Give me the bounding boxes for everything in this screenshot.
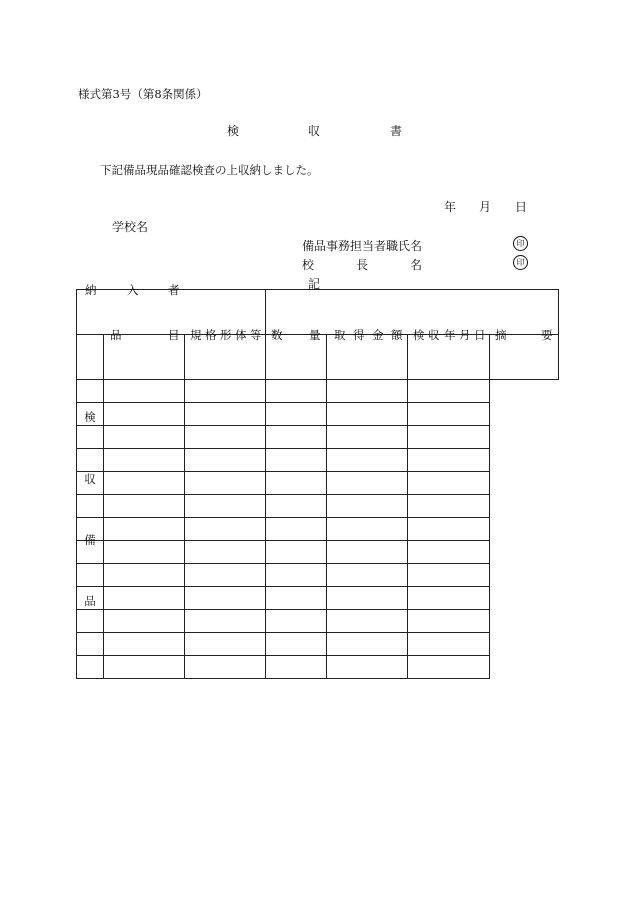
table-cell[interactable] — [266, 495, 327, 518]
vendor-char: 入 — [127, 283, 139, 297]
ki-label: 記 — [308, 277, 321, 291]
table-cell[interactable] — [266, 426, 327, 449]
table-cell[interactable] — [185, 610, 266, 633]
side-char: 検 — [84, 410, 96, 424]
table-cell[interactable] — [327, 426, 408, 449]
side-char: 収 — [84, 472, 96, 486]
table-row — [77, 656, 559, 679]
table-cell[interactable] — [266, 587, 327, 610]
table-cell[interactable] — [266, 380, 327, 403]
table-cell[interactable] — [266, 564, 327, 587]
table-cell[interactable] — [266, 610, 327, 633]
title-char: 収 — [308, 124, 321, 138]
table-cell[interactable] — [185, 426, 266, 449]
date-day-unit: 日 — [515, 200, 528, 214]
equipment-officer-label: 備品事務担当者職氏名 — [302, 239, 423, 253]
table-cell[interactable] — [408, 403, 490, 426]
inspection-statement: 下記備品現品確認検査の上収納しました。 — [100, 163, 319, 177]
seal-icon: 印 — [513, 236, 528, 251]
table-cell[interactable] — [408, 472, 490, 495]
table-cell[interactable] — [185, 518, 266, 541]
table-cell[interactable] — [185, 564, 266, 587]
table-cell[interactable] — [185, 472, 266, 495]
table-cell[interactable] — [327, 403, 408, 426]
table-cell[interactable] — [185, 656, 266, 679]
table-cell[interactable] — [327, 518, 408, 541]
table-cell[interactable] — [266, 403, 327, 426]
table-cell[interactable] — [408, 633, 490, 656]
principal-char: 校 — [302, 258, 315, 272]
principal-char: 名 — [410, 258, 423, 272]
table-cell[interactable] — [327, 449, 408, 472]
table-cell[interactable] — [104, 380, 185, 403]
vendor-char: 納 — [85, 283, 97, 297]
header-acquisition-amount: 取 得 金 額 — [327, 335, 408, 380]
table-header-row — [77, 335, 559, 380]
table-cell[interactable] — [185, 541, 266, 564]
table-cell[interactable] — [408, 610, 490, 633]
header-specification: 規 格 形 体 等 — [185, 335, 266, 380]
table-cell[interactable] — [327, 380, 408, 403]
table-row — [77, 380, 559, 403]
table-cell[interactable] — [327, 472, 408, 495]
table-cell[interactable] — [327, 633, 408, 656]
table-cell[interactable] — [104, 449, 185, 472]
table-cell[interactable] — [408, 495, 490, 518]
header-item: 品 目 — [104, 335, 185, 380]
table-cell[interactable] — [104, 656, 185, 679]
table-cell[interactable] — [185, 495, 266, 518]
table-cell[interactable] — [266, 449, 327, 472]
table-cell[interactable] — [185, 449, 266, 472]
table-cell[interactable] — [266, 472, 327, 495]
table-row — [77, 610, 559, 633]
table-cell[interactable] — [408, 656, 490, 679]
table-cell[interactable] — [408, 380, 490, 403]
vendor-char: 者 — [168, 283, 180, 297]
table-cell[interactable] — [104, 403, 185, 426]
table-cell[interactable] — [408, 518, 490, 541]
table-row — [77, 518, 559, 541]
table-cell[interactable] — [104, 564, 185, 587]
header-quantity: 数 量 — [266, 335, 327, 380]
school-name-label: 学校名 — [112, 220, 149, 234]
table-cell[interactable] — [266, 656, 327, 679]
table-cell[interactable] — [104, 495, 185, 518]
header-inspection-date: 検 収 年 月 日 — [408, 335, 490, 380]
date-year-unit: 年 — [444, 200, 457, 214]
inspected-equipment-label — [77, 335, 104, 608]
table-row — [77, 495, 559, 518]
table-cell[interactable] — [104, 587, 185, 610]
table-row — [77, 541, 559, 564]
table-cell[interactable] — [266, 541, 327, 564]
table-row — [77, 587, 559, 610]
side-char: 備 — [84, 533, 96, 547]
table-row — [77, 403, 559, 426]
table-cell[interactable] — [77, 633, 104, 656]
seal-icon: 印 — [513, 255, 528, 270]
table-cell[interactable] — [327, 495, 408, 518]
table-cell[interactable] — [104, 541, 185, 564]
header-remarks: 摘 要 — [490, 335, 559, 380]
inspection-table — [76, 283, 559, 679]
form-number: 様式第3号（第8条関係） — [78, 87, 208, 101]
table-row — [77, 426, 559, 449]
table-cell[interactable] — [104, 610, 185, 633]
table-cell[interactable] — [77, 564, 104, 587]
table-cell[interactable] — [185, 633, 266, 656]
principal-char: 長 — [356, 258, 369, 272]
table-cell[interactable] — [327, 656, 408, 679]
table-cell[interactable] — [77, 380, 104, 403]
table-cell[interactable] — [408, 587, 490, 610]
table-cell[interactable] — [77, 495, 104, 518]
principal-name-label — [0, 256, 630, 272]
table-cell[interactable] — [327, 587, 408, 610]
table-cell[interactable] — [77, 449, 104, 472]
date-month-unit: 月 — [479, 200, 492, 214]
table-cell[interactable] — [104, 426, 185, 449]
table-cell[interactable] — [185, 380, 266, 403]
table-cell[interactable] — [77, 610, 104, 633]
table-cell[interactable] — [266, 633, 327, 656]
table-cell[interactable] — [327, 541, 408, 564]
table-cell[interactable] — [408, 564, 490, 587]
table-cell[interactable] — [327, 610, 408, 633]
table-cell[interactable] — [408, 541, 490, 564]
table-cell[interactable] — [77, 656, 104, 679]
table-row — [77, 449, 559, 472]
title-char: 書 — [390, 124, 403, 138]
table-row — [77, 472, 559, 495]
table-cell[interactable] — [408, 449, 490, 472]
table-cell[interactable] — [266, 518, 327, 541]
table-cell[interactable] — [327, 564, 408, 587]
table-cell[interactable] — [185, 587, 266, 610]
table-cell[interactable] — [104, 518, 185, 541]
table-cell[interactable] — [185, 403, 266, 426]
side-char: 品 — [84, 594, 96, 608]
table-row — [77, 564, 559, 587]
table-cell[interactable] — [104, 633, 185, 656]
table-cell[interactable] — [77, 426, 104, 449]
date-line — [0, 198, 630, 214]
table-cell[interactable] — [408, 426, 490, 449]
table-row — [77, 633, 559, 656]
table-cell[interactable] — [104, 472, 185, 495]
document-title — [0, 122, 630, 138]
title-char: 検 — [227, 124, 240, 138]
